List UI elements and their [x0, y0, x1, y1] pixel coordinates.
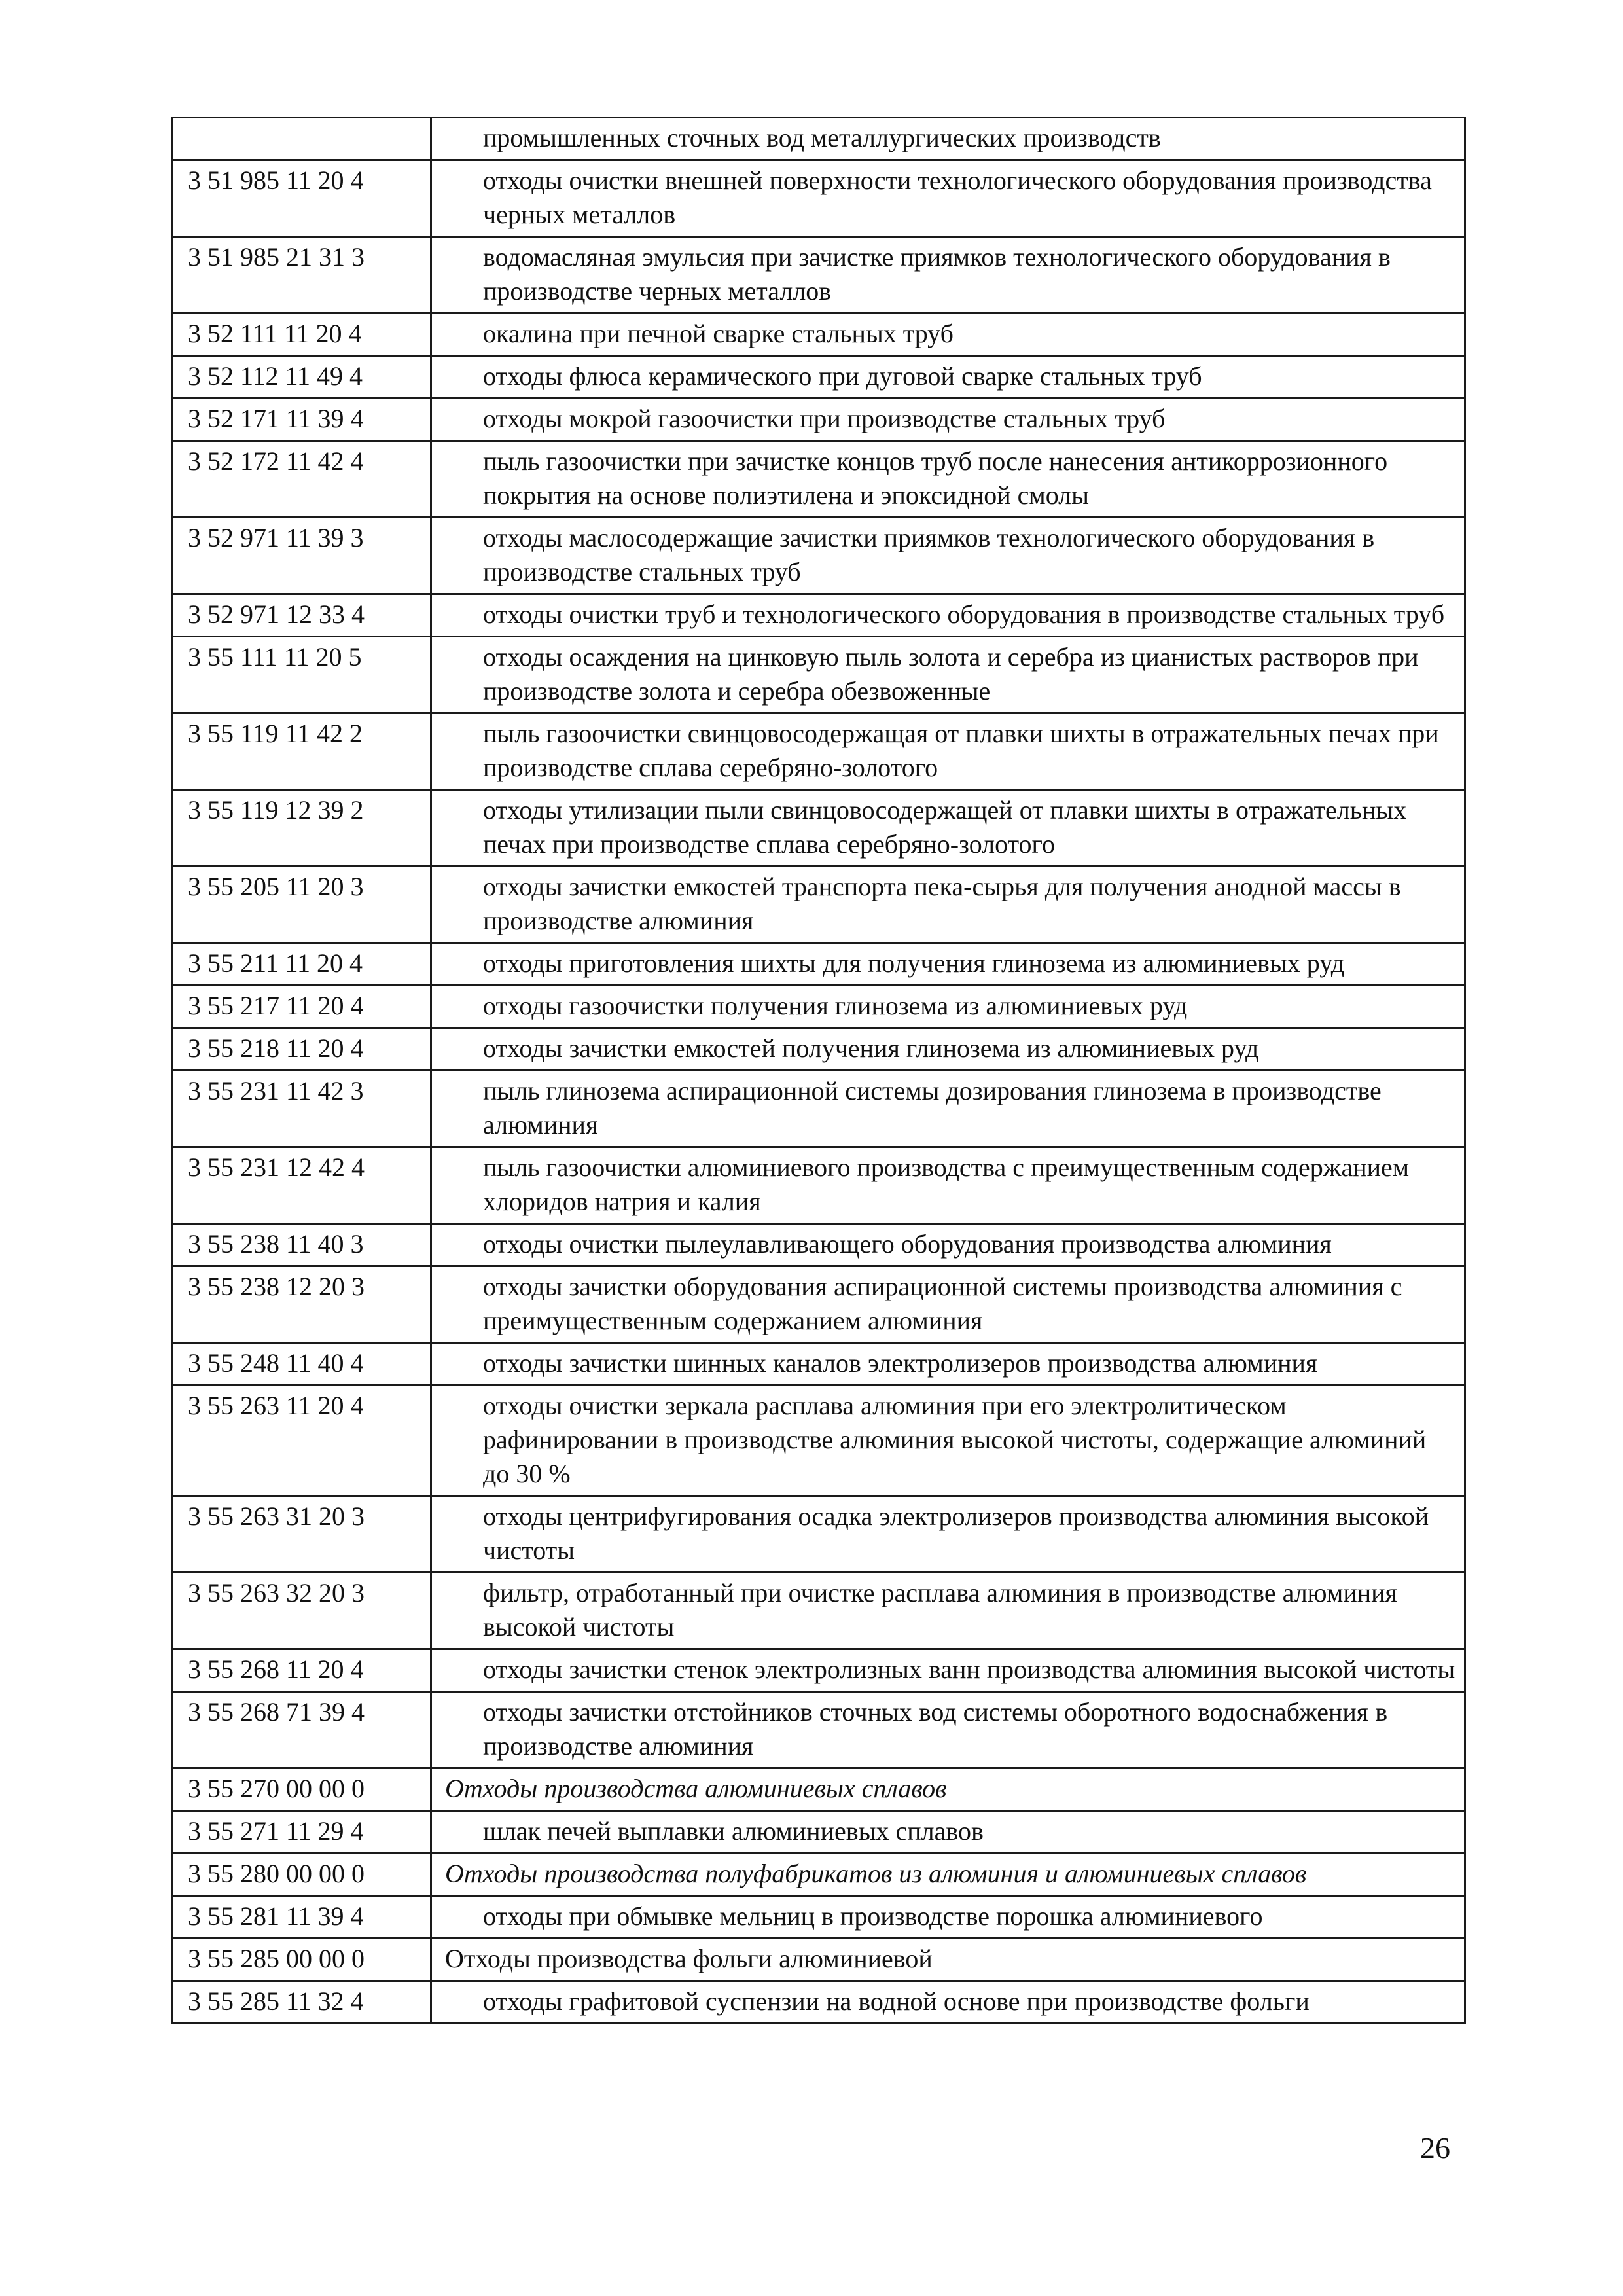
- waste-code-cell: 3 55 263 11 20 4: [173, 1386, 431, 1496]
- waste-code-cell: 3 52 171 11 39 4: [173, 399, 431, 441]
- waste-description-cell: фильтр, отработанный при очистке расплава алюминия в производстве алюминия высокой чистоты: [431, 1573, 1465, 1649]
- waste-code-cell: 3 55 231 12 42 4: [173, 1147, 431, 1224]
- table-row: [173, 1071, 1465, 1147]
- table-row: [173, 943, 1465, 986]
- waste-code-cell: 3 55 218 11 20 4: [173, 1028, 431, 1071]
- table: [171, 117, 1466, 2024]
- waste-code-cell: 3 55 281 11 39 4: [173, 1896, 431, 1939]
- waste-description-cell: Отходы производства фольги алюминиевой: [431, 1939, 1465, 1981]
- page-number: 26: [1420, 2131, 1450, 2164]
- table-row: [173, 1811, 1465, 1854]
- waste-code-cell: 3 55 238 11 40 3: [173, 1224, 431, 1266]
- table-row: [173, 1343, 1465, 1386]
- table-row: [173, 1386, 1465, 1496]
- waste-code-cell: 3 55 263 31 20 3: [173, 1496, 431, 1573]
- waste-code-cell: 3 55 270 00 00 0: [173, 1768, 431, 1811]
- waste-code-cell: 3 55 119 12 39 2: [173, 790, 431, 867]
- table-row: [173, 399, 1465, 441]
- waste-description-cell: отходы зачистки стенок электролизных ванн производства алюминия высокой чистоты: [431, 1649, 1465, 1692]
- waste-description-cell: отходы зачистки шинных каналов электролизеров производства алюминия: [431, 1343, 1465, 1386]
- waste-code-cell: 3 55 238 12 20 3: [173, 1266, 431, 1343]
- waste-code-cell: 3 55 285 11 32 4: [173, 1981, 431, 2024]
- waste-description-cell: отходы маслосодержащие зачистки приямков технологического оборудования в производстве стальных труб: [431, 518, 1465, 594]
- waste-description-cell: отходы очистки пылеулавливающего оборудования производства алюминия: [431, 1224, 1465, 1266]
- table-row: [173, 594, 1465, 637]
- table-row: [173, 356, 1465, 399]
- waste-code-cell: 3 55 231 11 42 3: [173, 1071, 431, 1147]
- table-row: [173, 1573, 1465, 1649]
- table-row: [173, 160, 1465, 237]
- table-row: [173, 1266, 1465, 1343]
- waste-code-cell: 3 52 111 11 20 4: [173, 314, 431, 356]
- waste-description-cell: пыль глинозема аспирационной системы дозирования глинозема в производстве алюминия: [431, 1071, 1465, 1147]
- table-row: [173, 1939, 1465, 1981]
- waste-description-cell: Отходы производства алюминиевых сплавов: [431, 1768, 1465, 1811]
- waste-code-cell: 3 55 217 11 20 4: [173, 986, 431, 1028]
- waste-description-cell: отходы очистки внешней поверхности технологического оборудования производства черных металлов: [431, 160, 1465, 237]
- table-row: [173, 1649, 1465, 1692]
- waste-code-cell: 3 55 111 11 20 5: [173, 637, 431, 713]
- waste-description-cell: промышленных сточных вод металлургических производств: [431, 118, 1465, 160]
- waste-description-cell: отходы утилизации пыли свинцовосодержащей от плавки шихты в отражательных печах при производстве сплава серебряно-золотого: [431, 790, 1465, 867]
- waste-code-cell: 3 55 119 11 42 2: [173, 713, 431, 790]
- waste-description-cell: водомасляная эмульсия при зачистке приямков технологического оборудования в производстве черных металлов: [431, 237, 1465, 314]
- table-row: [173, 1028, 1465, 1071]
- table-row: [173, 1854, 1465, 1896]
- waste-code-cell: 3 55 268 71 39 4: [173, 1692, 431, 1768]
- waste-description-cell: Отходы производства полуфабрикатов из алюминия и алюминиевых сплавов: [431, 1854, 1465, 1896]
- table-row: [173, 237, 1465, 314]
- table-row: [173, 1896, 1465, 1939]
- waste-code-cell: 3 52 971 12 33 4: [173, 594, 431, 637]
- waste-description-cell: отходы осаждения на цинковую пыль золота и серебра из цианистых растворов при производстве золота и серебра обезвоженные: [431, 637, 1465, 713]
- table-row: [173, 314, 1465, 356]
- table-row: [173, 441, 1465, 518]
- table-row: [173, 790, 1465, 867]
- waste-description-cell: шлак печей выплавки алюминиевых сплавов: [431, 1811, 1465, 1854]
- waste-code-cell: 3 51 985 11 20 4: [173, 160, 431, 237]
- waste-description-cell: пыль газоочистки алюминиевого производства с преимущественным содержанием хлоридов натрия и калия: [431, 1147, 1465, 1224]
- table-row: [173, 1981, 1465, 2024]
- waste-description-cell: отходы очистки зеркала расплава алюминия при его электролитическом рафинировании в производстве алюминия высокой чистоты, содержащие алюминий до 30 %: [431, 1386, 1465, 1496]
- waste-description-cell: отходы центрифугирования осадка электролизеров производства алюминия высокой чистоты: [431, 1496, 1465, 1573]
- waste-description-cell: отходы флюса керамического при дуговой сварке стальных труб: [431, 356, 1465, 399]
- waste-code-cell: 3 51 985 21 31 3: [173, 237, 431, 314]
- waste-description-cell: отходы мокрой газоочистки при производстве стальных труб: [431, 399, 1465, 441]
- waste-classification-table: [171, 117, 1464, 2024]
- waste-code-cell: 3 55 268 11 20 4: [173, 1649, 431, 1692]
- table-row: [173, 518, 1465, 594]
- table-row: [173, 1692, 1465, 1768]
- waste-description-cell: отходы при обмывке мельниц в производстве порошка алюминиевого: [431, 1896, 1465, 1939]
- waste-code-cell: 3 52 971 11 39 3: [173, 518, 431, 594]
- waste-code-cell: 3 55 280 00 00 0: [173, 1854, 431, 1896]
- waste-code-cell: 3 55 248 11 40 4: [173, 1343, 431, 1386]
- table-row: [173, 867, 1465, 943]
- table-row: [173, 713, 1465, 790]
- waste-description-cell: отходы графитовой суспензии на водной основе при производстве фольги: [431, 1981, 1465, 2024]
- waste-code-cell: 3 55 271 11 29 4: [173, 1811, 431, 1854]
- waste-code-cell: 3 55 211 11 20 4: [173, 943, 431, 986]
- table-row: [173, 1147, 1465, 1224]
- waste-description-cell: пыль газоочистки свинцовосодержащая от плавки шихты в отражательных печах при производстве сплава серебряно-золотого: [431, 713, 1465, 790]
- waste-description-cell: отходы очистки труб и технологического оборудования в производстве стальных труб: [431, 594, 1465, 637]
- waste-code-cell: 3 52 172 11 42 4: [173, 441, 431, 518]
- waste-description-cell: отходы зачистки отстойников сточных вод системы оборотного водоснабжения в производстве алюминия: [431, 1692, 1465, 1768]
- table-row: [173, 1768, 1465, 1811]
- waste-code-cell: 3 52 112 11 49 4: [173, 356, 431, 399]
- waste-code-cell: 3 55 285 00 00 0: [173, 1939, 431, 1981]
- table-row: [173, 1224, 1465, 1266]
- waste-description-cell: отходы зачистки емкостей получения глинозема из алюминиевых руд: [431, 1028, 1465, 1071]
- waste-description-cell: отходы газоочистки получения глинозема из алюминиевых руд: [431, 986, 1465, 1028]
- table-row: [173, 986, 1465, 1028]
- waste-description-cell: отходы зачистки оборудования аспирационной системы производства алюминия с преимущественным содержанием алюминия: [431, 1266, 1465, 1343]
- waste-code-cell: 3 55 263 32 20 3: [173, 1573, 431, 1649]
- waste-description-cell: пыль газоочистки при зачистке концов труб после нанесения антикоррозионного покрытия на основе полиэтилена и эпоксидной смолы: [431, 441, 1465, 518]
- waste-code-cell: 3 55 205 11 20 3: [173, 867, 431, 943]
- waste-description-cell: отходы зачистки емкостей транспорта пека-сырья для получения анодной массы в производстве алюминия: [431, 867, 1465, 943]
- waste-code-cell: [173, 118, 431, 160]
- waste-description-cell: отходы приготовления шихты для получения глинозема из алюминиевых руд: [431, 943, 1465, 986]
- waste-description-cell: окалина при печной сварке стальных труб: [431, 314, 1465, 356]
- table-row: [173, 637, 1465, 713]
- table-row: [173, 118, 1465, 160]
- table-row: [173, 1496, 1465, 1573]
